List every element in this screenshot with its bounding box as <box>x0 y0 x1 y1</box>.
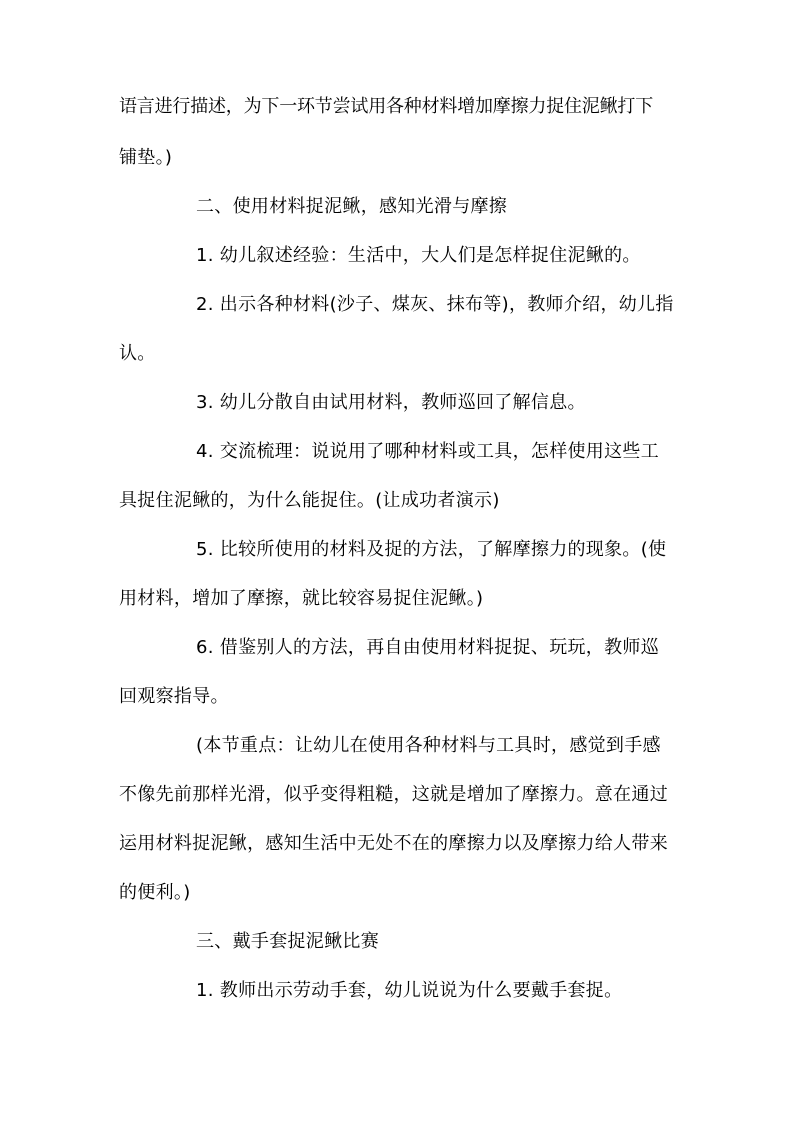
key-point-note-continuation: 运用材料捉泥鳅，感知生活中无处不在的摩擦力以及摩擦力给人带来 <box>119 833 668 854</box>
paragraph-line: 语言进行描述，为下一环节尝试用各种材料增加摩擦力捉住泥鳅打下 <box>119 96 653 117</box>
list-item: 1. 教师出示劳动手套，幼儿说说为什么要戴手套捉。 <box>196 980 623 1001</box>
list-item: 5. 比较所使用的材料及捉的方法，了解摩擦力的现象。(使 <box>196 539 667 560</box>
section-heading: 三、戴手套捉泥鳅比赛 <box>196 931 379 952</box>
list-item: 2. 出示各种材料(沙子、煤灰、抹布等)，教师介绍，幼儿指 <box>196 294 674 315</box>
paragraph-line: 铺垫。) <box>119 147 173 168</box>
key-point-note-continuation: 不像先前那样光滑，似乎变得粗糙，这就是增加了摩擦力。意在通过 <box>119 784 668 805</box>
list-item-continuation: 用材料，增加了摩擦，就比较容易捉住泥鳅。) <box>119 588 484 609</box>
key-point-note-continuation: 的便利。) <box>119 882 191 903</box>
list-item: 1. 幼儿叙述经验：生活中，大人们是怎样捉住泥鳅的。 <box>196 245 641 266</box>
list-item-continuation: 认。 <box>119 343 156 364</box>
list-item-continuation: 回观察指导。 <box>119 686 229 707</box>
list-item: 6. 借鉴别人的方法，再自由使用材料捉捉、玩玩，教师巡 <box>196 637 659 658</box>
list-item-continuation: 具捉住泥鳅的，为什么能捉住。(让成功者演示) <box>119 490 500 511</box>
list-item: 4. 交流梳理：说说用了哪种材料或工具，怎样使用这些工 <box>196 441 659 462</box>
list-item: 3. 幼儿分散自由试用材料，教师巡回了解信息。 <box>196 392 586 413</box>
key-point-note: (本节重点：让幼儿在使用各种材料与工具时，感觉到手感 <box>196 735 661 756</box>
section-heading: 二、使用材料捉泥鳅，感知光滑与摩擦 <box>196 196 508 217</box>
